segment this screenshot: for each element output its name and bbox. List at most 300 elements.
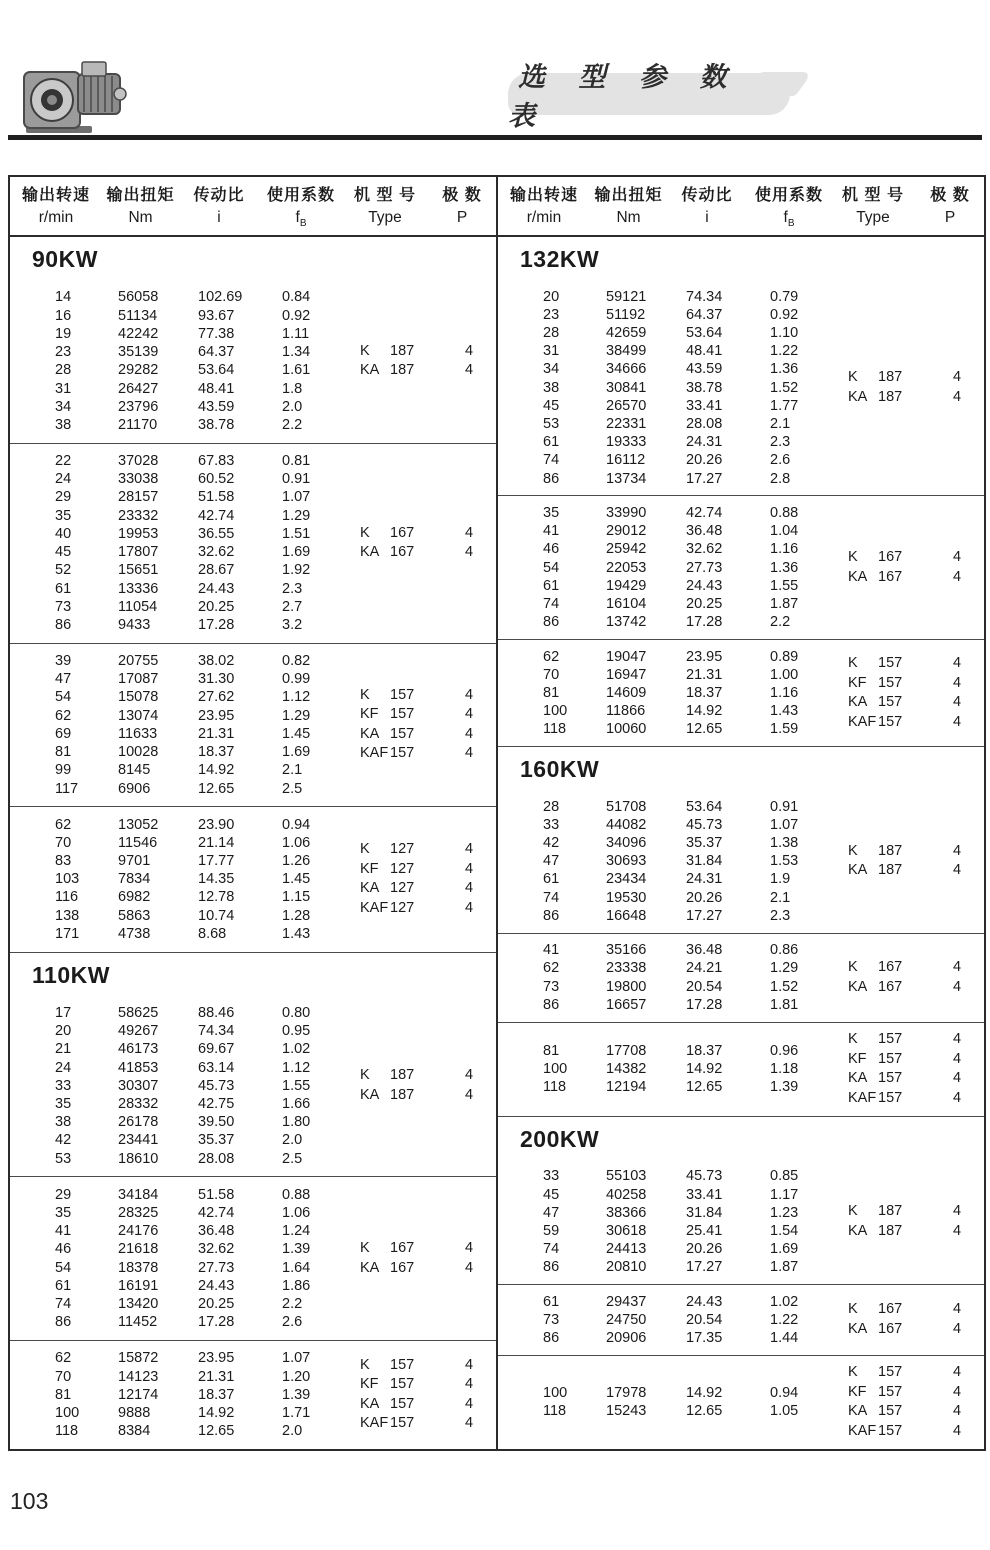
header-torque-zh: 输出扭矩: [106, 187, 175, 205]
table-cell-speed-value: 35: [55, 507, 72, 524]
page-banner: [508, 62, 790, 131]
table-cell-speed-value: 34: [543, 361, 560, 378]
type-prefix: KF: [848, 1383, 867, 1400]
table-cell-ratio-value: 51.58: [198, 489, 235, 506]
table-cell-fb-value: 1.18: [770, 1061, 799, 1078]
table-cell-speed-value: 81: [543, 1042, 560, 1059]
type-number: 157: [390, 725, 415, 742]
table-cell-ratio-value: 38.78: [198, 416, 235, 433]
table-cell-fb-value: 1.59: [770, 721, 799, 738]
table-cell-torque-value: 40258: [606, 1186, 647, 1203]
table-cell-torque-value: 13734: [606, 470, 647, 487]
poles-value: 4: [465, 362, 474, 379]
table-cell-speed-value: 81: [55, 1386, 72, 1403]
table-cell-speed-value: 86: [55, 616, 72, 633]
type-list: [352, 1066, 495, 1105]
type-list: [352, 686, 495, 764]
table-cell-ratio-value: 28.08: [686, 415, 723, 432]
table-cell-fb-value: 1.29: [770, 960, 799, 977]
type-row: [360, 524, 495, 544]
poles-value: 4: [953, 1383, 962, 1400]
table-cell-ratio-value: 88.46: [198, 1005, 235, 1022]
table-cell-ratio-value: 21.31: [198, 1368, 235, 1385]
table-cell-torque-value: 28325: [118, 1205, 159, 1222]
table-cell-ratio-value: 10.74: [198, 907, 235, 924]
table-cell-torque-value: 25942: [606, 541, 647, 558]
table-cell-fb-value: 1.22: [770, 343, 799, 360]
table-cell-torque-value: 13336: [118, 580, 159, 597]
table-cell-fb-value: 1.02: [282, 1041, 311, 1058]
table-cell-fb-value: 0.88: [770, 504, 799, 521]
type-row: [360, 1356, 495, 1376]
type-row: [848, 1030, 983, 1050]
table-cell-ratio-value: 67.83: [198, 453, 235, 470]
table-cell-torque-value: 46173: [118, 1041, 159, 1058]
table-cell-speed-value: 100: [543, 703, 568, 720]
table-cell-fb-value: 2.5: [282, 1150, 303, 1167]
type-number: 187: [878, 1222, 903, 1239]
table-cell-ratio-value: 48.41: [198, 380, 235, 397]
table-cell-ratio-value: 42.75: [198, 1096, 235, 1113]
poles-value: 4: [953, 1364, 962, 1381]
table-cell-torque-value: 30307: [118, 1077, 159, 1094]
data-block: [498, 933, 984, 1022]
table-cell-torque-value: 11866: [606, 703, 646, 720]
table-cell-torque-value: 24176: [118, 1223, 159, 1240]
table-cell-ratio-value: 43.59: [198, 398, 235, 415]
type-prefix: KA: [360, 544, 380, 561]
selection-parameter-table: [8, 175, 986, 1451]
table-cell-ratio-value: 12.78: [198, 889, 235, 906]
table-cell-torque-value: 30693: [606, 853, 647, 870]
type-list: [840, 842, 983, 881]
table-cell-fb-value: 0.79: [770, 288, 799, 305]
type-number: 167: [390, 1240, 415, 1257]
poles-value: 4: [953, 549, 962, 566]
table-cell-torque-value: 33990: [606, 504, 647, 521]
table-cell-fb-value: 2.6: [770, 452, 791, 469]
section-title: 132KW: [520, 246, 600, 272]
table-cell-fb-value: 1.10: [770, 324, 799, 341]
table-cell-fb-value: 1.44: [770, 1330, 799, 1347]
table-cell-fb-value: 1.12: [282, 1059, 311, 1076]
type-number: 127: [390, 841, 415, 858]
data-block: [10, 996, 496, 1177]
table-cell-fb-value: 1.29: [282, 707, 311, 724]
table-cell-ratio-value: 20.54: [686, 1311, 723, 1328]
type-number: 157: [878, 713, 903, 730]
type-prefix: K: [848, 842, 858, 859]
table-cell-ratio-value: 20.25: [198, 1296, 235, 1313]
table-cell-speed-value: 20: [543, 288, 560, 305]
type-prefix: K: [360, 1356, 370, 1373]
type-row: [848, 1363, 983, 1383]
type-number: 187: [390, 1086, 415, 1103]
table-cell-ratio-value: 25.41: [686, 1222, 723, 1239]
table-cell-speed-value: 40: [55, 525, 72, 542]
table-cell-ratio-value: 51.58: [198, 1186, 235, 1203]
table-cell-ratio-value: 17.35: [686, 1330, 723, 1347]
table-cell-ratio-value: 12.65: [686, 1079, 723, 1096]
type-number: 157: [878, 1383, 903, 1400]
table-cell-speed-value: 100: [543, 1385, 568, 1402]
type-prefix: KAF: [360, 1415, 389, 1432]
table-cell-fb-value: 1.20: [282, 1368, 311, 1385]
table-cell-torque-value: 30841: [606, 379, 647, 396]
table-cell-speed-value: 31: [55, 380, 72, 397]
poles-value: 4: [465, 1356, 474, 1373]
table-cell-fb-value: 1.53: [770, 853, 799, 870]
table-cell-fb-value: 0.86: [770, 942, 799, 959]
table-cell-speed-value: 62: [55, 816, 72, 833]
table-cell-speed-value: 53: [55, 1150, 72, 1167]
type-number: 167: [878, 549, 903, 566]
table-cell-torque-value: 13420: [118, 1296, 159, 1313]
table-cell-speed-value: 74: [543, 1241, 560, 1258]
section-title: 200KW: [498, 1116, 984, 1160]
type-number: 157: [878, 1403, 903, 1420]
header-torque-en: Nm: [616, 209, 641, 227]
header-torque-en: Nm: [128, 209, 153, 227]
data-rows: [47, 816, 352, 943]
table-cell-torque-value: 37028: [118, 453, 159, 470]
table-cell-fb-value: 1.43: [770, 703, 799, 720]
poles-value: 4: [953, 842, 962, 859]
data-block: [498, 790, 984, 933]
type-number: 157: [878, 1070, 903, 1087]
table-cell-ratio-value: 24.31: [686, 434, 723, 451]
table-cell-ratio-value: 74.34: [198, 1023, 235, 1040]
table-cell-speed-value: 70: [55, 834, 72, 851]
table-cell-speed-value: 86: [543, 1330, 560, 1347]
poles-value: 4: [953, 959, 962, 976]
section-title: 160KW: [498, 746, 984, 790]
type-row: [848, 674, 983, 694]
type-number: 187: [390, 1067, 415, 1084]
table-cell-torque-value: 13074: [118, 707, 159, 724]
table-cell-fb-value: 1.71: [282, 1405, 311, 1422]
table-cell-fb-value: 1.77: [770, 397, 799, 414]
poles-value: 4: [465, 725, 474, 742]
header-type-zh: 机 型 号: [354, 187, 416, 205]
type-row: [848, 978, 983, 998]
table-cell-ratio-value: 35.37: [686, 835, 723, 852]
poles-value: 4: [465, 899, 474, 916]
table-cell-fb-value: 1.16: [770, 684, 799, 701]
table-cell-ratio-value: 20.25: [686, 595, 723, 612]
table-cell-fb-value: 0.99: [282, 671, 311, 688]
table-cell-ratio-value: 43.59: [686, 361, 723, 378]
type-prefix: K: [360, 524, 370, 541]
table-cell-ratio-value: 12.65: [686, 721, 723, 738]
table-cell-torque-value: 35166: [606, 942, 647, 959]
type-row: [360, 342, 495, 362]
table-cell-torque-value: 56058: [118, 289, 159, 306]
type-prefix: K: [848, 369, 858, 386]
table-cell-speed-value: 35: [543, 504, 560, 521]
type-prefix: KAF: [360, 745, 389, 762]
table-cell-fb-value: 1.52: [770, 978, 799, 995]
table-cell-ratio-value: 17.28: [686, 614, 723, 631]
table-cell-ratio-value: 53.64: [198, 362, 235, 379]
table-cell-fb-value: 1.61: [282, 362, 311, 379]
table-cell-fb-value: 1.38: [770, 835, 799, 852]
table-cell-fb-value: 1.39: [770, 1079, 799, 1096]
table-cell-ratio-value: 20.26: [686, 452, 723, 469]
table-cell-fb-value: 1.07: [282, 1350, 311, 1367]
table-cell-speed-value: 61: [55, 580, 72, 597]
table-cell-torque-value: 49267: [118, 1023, 159, 1040]
table-cell-torque-value: 16191: [118, 1277, 159, 1294]
table-cell-torque-value: 59121: [606, 288, 647, 305]
table-cell-fb-value: 2.0: [282, 1423, 303, 1440]
data-rows: [535, 1042, 840, 1097]
table-cell-torque-value: 51192: [606, 306, 646, 323]
table-cell-fb-value: 0.94: [282, 816, 311, 833]
type-row: [360, 1414, 495, 1434]
poles-value: 4: [465, 1395, 474, 1412]
table-cell-fb-value: 0.95: [282, 1023, 311, 1040]
table-cell-ratio-value: 18.37: [198, 744, 235, 761]
table-cell-speed-value: 16: [55, 307, 72, 324]
type-number: 157: [390, 1376, 415, 1393]
table-cell-speed-value: 138: [55, 907, 80, 924]
table-cell-ratio-value: 21.14: [198, 834, 235, 851]
type-list: [840, 1300, 983, 1339]
table-cell-fb-value: 1.39: [282, 1386, 311, 1403]
table-cell-ratio-value: 27.73: [198, 1259, 235, 1276]
table-cell-fb-value: 0.80: [282, 1005, 311, 1022]
table-cell-speed-value: 45: [543, 397, 560, 414]
table-cell-speed-value: 29: [55, 1186, 72, 1203]
header-type-en: Type: [368, 209, 402, 227]
poles-value: 4: [953, 655, 962, 672]
table-cell-ratio-value: 17.27: [686, 470, 723, 487]
table-cell-fb-value: 1.15: [282, 889, 311, 906]
table-cell-torque-value: 15243: [606, 1403, 647, 1420]
table-cell-torque-value: 29437: [606, 1293, 647, 1310]
type-row: [360, 899, 495, 919]
data-rows: [535, 941, 840, 1014]
table-cell-speed-value: 52: [55, 562, 72, 579]
table-cell-fb-value: 2.1: [770, 889, 791, 906]
data-rows: [535, 798, 840, 925]
table-cell-fb-value: 1.69: [282, 544, 311, 561]
data-rows: [47, 288, 352, 434]
table-cell-torque-value: 22331: [606, 415, 647, 432]
table-cell-ratio-value: 48.41: [686, 343, 723, 360]
header-speed-zh: 输出转速: [509, 187, 578, 205]
table-cell-speed-value: 86: [543, 614, 560, 631]
type-number: 157: [878, 1422, 903, 1439]
table-cell-fb-value: 1.55: [282, 1077, 311, 1094]
table-cell-torque-value: 6982: [118, 889, 151, 906]
table-cell-fb-value: 1.81: [770, 996, 799, 1013]
table-cell-fb-value: 1.80: [282, 1114, 311, 1131]
table-cell-torque-value: 22053: [606, 559, 647, 576]
type-prefix: KA: [848, 862, 868, 879]
section-title: 110KW: [10, 952, 496, 996]
table-cell-ratio-value: 36.48: [686, 523, 723, 540]
table-cell-speed-value: 74: [543, 595, 560, 612]
table-cell-torque-value: 23441: [118, 1132, 159, 1149]
table-cell-torque-value: 13742: [606, 614, 647, 631]
table-cell-ratio-value: 33.41: [686, 1186, 723, 1203]
type-prefix: K: [360, 841, 370, 858]
table-cell-ratio-value: 64.37: [686, 306, 723, 323]
table-cell-ratio-value: 20.26: [686, 1241, 723, 1258]
header-ratio-en: i: [217, 209, 221, 227]
table-cell-fb-value: 1.11: [282, 325, 310, 342]
type-number: 157: [878, 1089, 903, 1106]
table-cell-torque-value: 4738: [118, 925, 151, 942]
table-cell-speed-value: 29: [55, 489, 72, 506]
table-cell-torque-value: 9433: [118, 616, 151, 633]
table-cell-fb-value: 0.96: [770, 1042, 799, 1059]
table-cell-speed-value: 99: [55, 762, 72, 779]
table-cell-speed-value: 19: [55, 325, 72, 342]
type-list: [840, 958, 983, 997]
table-cell-fb-value: 1.26: [282, 853, 311, 870]
table-cell-speed-value: 14: [55, 289, 72, 306]
table-cell-speed-value: 20: [55, 1023, 72, 1040]
table-cell-speed-value: 21: [55, 1041, 72, 1058]
poles-value: 4: [465, 342, 474, 359]
table-cell-torque-value: 17087: [118, 671, 159, 688]
table-cell-torque-value: 19800: [606, 978, 647, 995]
table-cell-ratio-value: 24.43: [198, 580, 235, 597]
type-row: [360, 686, 495, 706]
table-cell-ratio-value: 24.43: [686, 577, 723, 594]
table-cell-torque-value: 11546: [118, 834, 158, 851]
poles-value: 4: [953, 978, 962, 995]
table-cell-speed-value: 62: [55, 707, 72, 724]
table-cell-speed-value: 54: [55, 1259, 72, 1276]
type-number: 167: [878, 1320, 903, 1337]
table-cell-ratio-value: 42.74: [686, 504, 723, 521]
type-prefix: KA: [848, 1070, 868, 1087]
table-cell-speed-value: 59: [543, 1222, 560, 1239]
table-cell-torque-value: 35139: [118, 344, 159, 361]
header-factor-zh: 使用系数: [266, 187, 335, 205]
table-cell-fb-value: 0.84: [282, 289, 311, 306]
table-cell-fb-value: 1.12: [282, 689, 311, 706]
type-list: [352, 342, 495, 381]
table-cell-ratio-value: 18.37: [198, 1386, 235, 1403]
table-cell-speed-value: 46: [543, 541, 560, 558]
table-cell-ratio-value: 36.48: [198, 1223, 235, 1240]
table-cell-speed-value: 62: [55, 1350, 72, 1367]
header-factor-en: $f_B$: [295, 209, 307, 230]
table-cell-fb-value: 2.2: [770, 614, 791, 631]
table-cell-speed-value: 81: [55, 744, 72, 761]
type-row: [848, 958, 983, 978]
table-cell-ratio-value: 24.43: [686, 1293, 723, 1310]
table-cell-ratio-value: 17.28: [686, 996, 723, 1013]
table-cell-speed-value: 70: [543, 666, 560, 683]
table-cell-speed-value: 41: [55, 1223, 72, 1240]
header-ratio-zh: 传动比: [193, 187, 245, 205]
type-number: 167: [878, 959, 903, 976]
type-row: [360, 860, 495, 880]
data-rows: [47, 452, 352, 634]
table-cell-speed-value: 47: [543, 853, 560, 870]
type-row: [848, 1383, 983, 1403]
poles-value: 4: [465, 1240, 474, 1257]
poles-value: 4: [465, 1415, 474, 1432]
type-row: [848, 842, 983, 862]
table-cell-speed-value: 35: [55, 1096, 72, 1113]
table-cell-ratio-value: 36.55: [198, 525, 235, 542]
table-cell-ratio-value: 38.02: [198, 653, 235, 670]
type-number: 157: [390, 1395, 415, 1412]
poles-value: 4: [465, 860, 474, 877]
poles-value: 4: [953, 1301, 962, 1318]
table-cell-fb-value: 1.39: [282, 1241, 311, 1258]
table-cell-fb-value: 0.89: [770, 648, 799, 665]
table-cell-speed-value: 24: [55, 471, 72, 488]
table-cell-ratio-value: 17.28: [198, 616, 235, 633]
type-row: [848, 654, 983, 674]
table-cell-speed-value: 28: [543, 798, 560, 815]
type-row: [360, 361, 495, 381]
table-cell-speed-value: 86: [543, 1259, 560, 1276]
table-cell-speed-value: 33: [543, 1168, 560, 1185]
table-cell-speed-value: 17: [55, 1005, 72, 1022]
table-cell-ratio-value: 53.64: [686, 798, 723, 815]
table-cell-torque-value: 41853: [118, 1059, 159, 1076]
type-prefix: KF: [360, 860, 379, 877]
table-cell-speed-value: 28: [55, 362, 72, 379]
table-cell-speed-value: 62: [543, 960, 560, 977]
header-torque-zh: 输出扭矩: [594, 187, 663, 205]
table-cell-speed-value: 86: [543, 470, 560, 487]
type-number: 187: [390, 362, 415, 379]
poles-value: 4: [953, 1422, 962, 1439]
table-cell-ratio-value: 27.73: [686, 559, 723, 576]
type-prefix: KAF: [848, 1422, 877, 1439]
type-prefix: KAF: [360, 899, 389, 916]
poles-value: 4: [465, 745, 474, 762]
table-cell-speed-value: 31: [543, 343, 560, 360]
table-cell-fb-value: 2.1: [282, 762, 303, 779]
header-ratio-en: i: [705, 209, 709, 227]
type-prefix: KF: [360, 1376, 379, 1393]
table-cell-ratio-value: 21.31: [198, 725, 235, 742]
table-cell-torque-value: 14123: [118, 1368, 159, 1385]
table-cell-fb-value: 1.17: [770, 1186, 799, 1203]
table-cell-ratio-value: 42.74: [198, 1205, 235, 1222]
type-list: [840, 368, 983, 407]
table-column-right: [498, 177, 984, 1449]
type-number: 167: [390, 1259, 415, 1276]
header-speed-zh: 输出转速: [21, 187, 90, 205]
type-number: 157: [878, 674, 903, 691]
table-cell-speed-value: 118: [543, 721, 567, 738]
table-cell-ratio-value: 28.08: [198, 1150, 235, 1167]
type-row: [360, 744, 495, 764]
table-cell-torque-value: 16947: [606, 666, 647, 683]
poles-value: 4: [953, 713, 962, 730]
table-cell-fb-value: 1.9: [770, 871, 791, 888]
table-cell-torque-value: 18378: [118, 1259, 159, 1276]
type-number: 157: [390, 1356, 415, 1373]
table-cell-speed-value: 33: [55, 1077, 72, 1094]
table-cell-ratio-value: 45.73: [686, 816, 723, 833]
table-cell-ratio-value: 20.25: [198, 598, 235, 615]
type-number: 167: [878, 568, 903, 585]
poles-value: 4: [953, 862, 962, 879]
